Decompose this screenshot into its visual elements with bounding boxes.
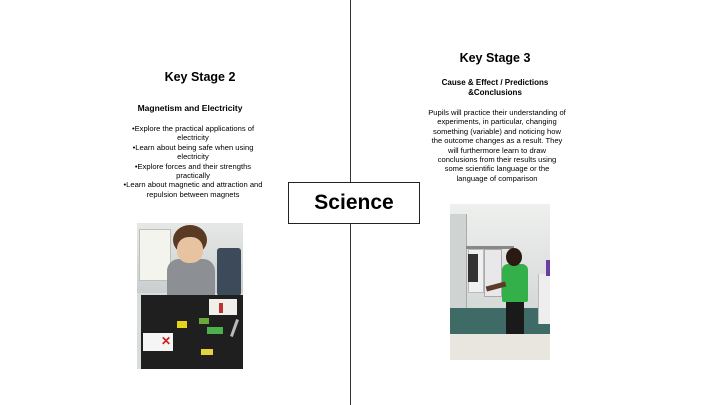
ks3-heading: Key Stage 3 [459, 51, 531, 65]
photo-object [546, 260, 550, 276]
classroom-photo [450, 204, 550, 360]
ks2-bullet: •Explore forces and their strengths practically [134, 161, 252, 181]
ks2-bullet: •Learn about being safe when using electricity [132, 142, 254, 162]
ks2-subheading: Magnetism and Electricity [137, 103, 243, 113]
ks2-bullet: •Explore the practical applications of electricity [131, 124, 255, 143]
photo-table [450, 334, 550, 360]
photo-door [450, 214, 467, 314]
photo-coat [468, 254, 478, 282]
ks2-heading: Key Stage 2 [164, 70, 236, 84]
photo-cabinet [538, 274, 550, 324]
ks2-bullet: •Learn about magnetic and attraction and repulsion between magnets [123, 180, 263, 199]
ks2-bullet-list [118, 124, 268, 199]
ks3-description: Pupils will practice their understanding of experiments, in particular, changing something (variable) and noticing how the outcome changes as a result. They will furthermore learn to draw conclusions from their results using some scientific language or the language of comparison [428, 108, 566, 183]
photo-child-face [177, 237, 203, 263]
photo-paper [209, 299, 237, 315]
photo-child-head [506, 248, 522, 266]
magnet-piece [207, 327, 223, 334]
magnet-piece [219, 303, 223, 313]
science-title: Science [288, 182, 420, 224]
magnets-photo [137, 223, 243, 369]
magnet-piece [177, 321, 187, 328]
magnet-piece [201, 349, 213, 355]
magnet-piece [199, 318, 209, 324]
photo-child-shirt [502, 264, 528, 302]
cross-mark-icon: ✕ [161, 334, 172, 348]
photo-chair [217, 248, 241, 296]
ks3-subheading: Cause & Effect / Predictions &Conclusions [441, 78, 549, 97]
